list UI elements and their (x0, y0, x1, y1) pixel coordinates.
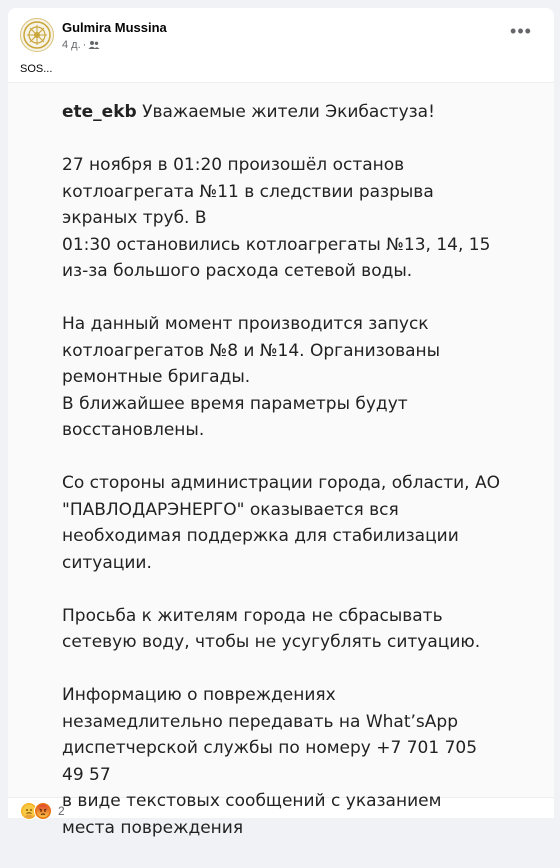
ornament-logo-icon (22, 20, 52, 50)
image-greeting: Уважаемые жители Экибастуза! (142, 102, 435, 122)
meta-separator: · (82, 39, 87, 51)
author-name[interactable]: Gulmira Mussina (62, 20, 167, 35)
avatar[interactable] (20, 18, 54, 52)
friends-icon (88, 40, 100, 50)
image-heading (62, 99, 502, 126)
post-image[interactable] (8, 82, 554, 838)
post-header (20, 18, 540, 58)
image-paragraph: На данный момент производится запуск котлоагрегатов №8 и №14. Организованы ремонтные бригады. В ближайшее время параметры будут восстановлены. (62, 314, 441, 440)
post-time[interactable]: 4 д. (62, 39, 81, 51)
image-paragraph: Со стороны администрации города, области, АО "ПАВЛОДАРЭНЕРГО" оказывается вся необходимая поддержка для стабилизации ситуации. (62, 473, 500, 573)
more-options-button[interactable] (508, 21, 534, 44)
post-meta (62, 39, 100, 51)
post-caption: SOS... (20, 63, 53, 75)
image-paragraph: 27 ноября в 01:20 произошёл останов котлоагрегата №11 в следствии разрыва экраных труб. В 01:30 остановились котлоагрегаты №13, 14, 15 из-за большого расхода сетевой воды. (62, 155, 491, 281)
image-paragraph: Информацию о повреждениях незамедлительно передавать на What’sApp диспетчерской службы по номеру +7 701 705 49 57 в виде текстовых сообщений с указанием места повреждения (62, 685, 478, 838)
image-paragraph: Просьба к жителям города не сбрасывать сетевую воду, чтобы не усугублять ситуацию. (62, 605, 481, 652)
reaction-count[interactable]: 2 (58, 804, 65, 818)
post-card (8, 8, 554, 838)
reactions-bar[interactable] (20, 801, 65, 821)
angry-reaction-icon (34, 802, 52, 820)
image-handle: ete_ekb (62, 102, 137, 122)
more-horizontal-icon: ••• (510, 21, 532, 41)
image-text (62, 99, 502, 868)
